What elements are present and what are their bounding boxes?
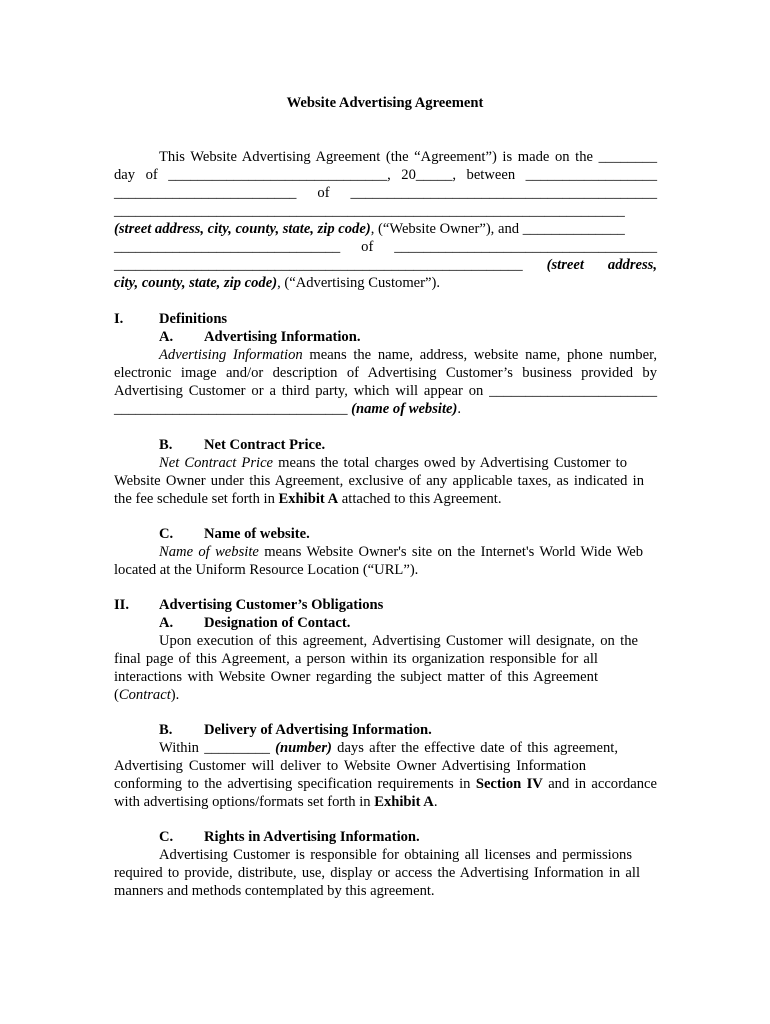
section-1a-line-3: Advertising Customer or a third party, which will appear on _______________________	[114, 383, 657, 399]
section-1a-title: Advertising Information.	[204, 329, 361, 345]
section-2b-line-3-post: and in accordance	[542, 776, 657, 792]
intro-line-8-rest: , (“Advertising Customer”).	[277, 275, 440, 291]
section-2a-line-3: interactions with Website Owner regarding the subject matter of this Agreement	[114, 669, 598, 685]
intro-line-8	[114, 274, 440, 292]
section-2a-line-2: final page of this Agreement, a person within its organization responsible for all	[114, 651, 598, 667]
section-2b-line-1	[159, 739, 618, 757]
section-2c-line-3: manners and methods contemplated by this agreement.	[114, 883, 435, 899]
intro-line-2: day of ______________________________, 20_____, between __________________	[114, 167, 657, 183]
exhibit-a-ref: Exhibit A	[278, 491, 339, 507]
section-2c-letter: C.	[159, 829, 174, 845]
section-1b-line-1	[159, 454, 627, 472]
intro-line-4: ______________________________________________________________________	[114, 203, 625, 219]
section-1b-line-2: Website Owner under this Agreement, exclusive of any applicable taxes, as indicated in	[114, 473, 644, 489]
section-2b-letter: B.	[159, 722, 173, 738]
intro-line-7-blank: ________________________________________________________	[114, 257, 547, 273]
section-1a-letter: A.	[159, 329, 174, 345]
section-1c-line-1	[159, 543, 643, 561]
section-iv-ref: Section IV	[475, 776, 543, 792]
section-1a-line-4-end: .	[457, 401, 462, 417]
section-2b-title: Delivery of Advertising Information.	[204, 722, 432, 738]
section-2a-line-4-pre: (	[114, 687, 119, 703]
section-1c-letter: C.	[159, 526, 174, 542]
section-2a-letter: A.	[159, 615, 174, 631]
section-1b-line-3-post: attached to this Agreement.	[338, 491, 502, 507]
section-2b-line-4	[114, 793, 438, 811]
section-2a-line-4	[114, 686, 179, 704]
customer-address-hint-start: (street address,	[546, 257, 657, 273]
section-1c-line-1-rest: means Website Owner's site on the Internet's World Wide Web	[258, 544, 643, 560]
section-1a-line-2: electronic image and/or description of Advertising Customer’s business provided by	[114, 365, 657, 381]
intro-line-5-rest: , (“Website Owner”), and ______________	[370, 221, 625, 237]
website-name-hint: (name of website)	[351, 401, 458, 417]
section-2a-line-4-post: ).	[170, 687, 180, 703]
section-2c-line-2: required to provide, distribute, use, display or access the Advertising Information in all	[114, 865, 640, 881]
intro-line-7	[114, 256, 657, 274]
section-2b-line-4-pre: with advertising options/formats set forth in	[114, 794, 375, 810]
section-1b-line-3-pre: the fee schedule set forth in	[114, 491, 279, 507]
section-1-number: I.	[114, 311, 124, 327]
section-2c-line-1: Advertising Customer is responsible for obtaining all licenses and permissions	[159, 847, 632, 863]
exhibit-a-ref-2: Exhibit A	[374, 794, 434, 810]
section-2b-line-1-post: days after the effective date of this agreement,	[331, 740, 619, 756]
section-1b-line-3	[114, 490, 501, 508]
section-1b-title: Net Contract Price.	[204, 437, 326, 453]
section-2b-line-4-post: .	[433, 794, 438, 810]
term-net-contract-price: Net Contract Price	[159, 455, 274, 471]
section-1a-line-1	[159, 346, 657, 364]
section-1-heading: Definitions	[159, 311, 228, 327]
section-2-number: II.	[114, 597, 130, 613]
section-2a-line-1: Upon execution of this agreement, Advertising Customer will designate, on the	[159, 633, 638, 649]
section-1b-letter: B.	[159, 437, 173, 453]
term-name-of-website: Name of website	[159, 544, 259, 560]
section-2b-line-3-pre: conforming to the advertising specification requirements in	[114, 776, 476, 792]
section-2-heading: Advertising Customer’s Obligations	[159, 597, 384, 613]
owner-address-hint: (street address, city, county, state, zip code)	[114, 221, 371, 237]
section-2b-line-2: Advertising Customer will deliver to Website Owner Advertising Information	[114, 758, 586, 774]
customer-address-hint-end: city, county, state, zip code)	[114, 275, 278, 291]
document-title: Website Advertising Agreement	[286, 95, 484, 111]
section-1b-line-1-rest: means the total charges owed by Advertising Customer to	[273, 455, 627, 471]
section-2b-line-1-pre: Within _________	[159, 740, 276, 756]
intro-line-5	[114, 220, 625, 238]
website-name-blank: ________________________________	[114, 401, 352, 417]
intro-line-1: This Website Advertising Agreement (the “Agreement”) is made on the ________	[159, 149, 657, 165]
section-1a-line-1-rest: means the name, address, website name, phone number,	[302, 347, 657, 363]
term-contract: Contract	[118, 687, 171, 703]
term-advertising-information: Advertising Information	[159, 347, 303, 363]
intro-line-6: _______________________________ of ____________________________________	[114, 239, 657, 255]
section-1c-line-2: located at the Uniform Resource Location (“URL”).	[114, 562, 419, 578]
section-2b-line-3	[114, 775, 657, 793]
number-hint: (number)	[275, 740, 332, 756]
intro-line-3: _________________________ of __________________________________________	[114, 185, 657, 201]
section-2a-title: Designation of Contact.	[204, 615, 351, 631]
section-1c-title: Name of website.	[204, 526, 310, 542]
section-2c-title: Rights in Advertising Information.	[204, 829, 420, 845]
section-1a-line-4	[114, 400, 461, 418]
